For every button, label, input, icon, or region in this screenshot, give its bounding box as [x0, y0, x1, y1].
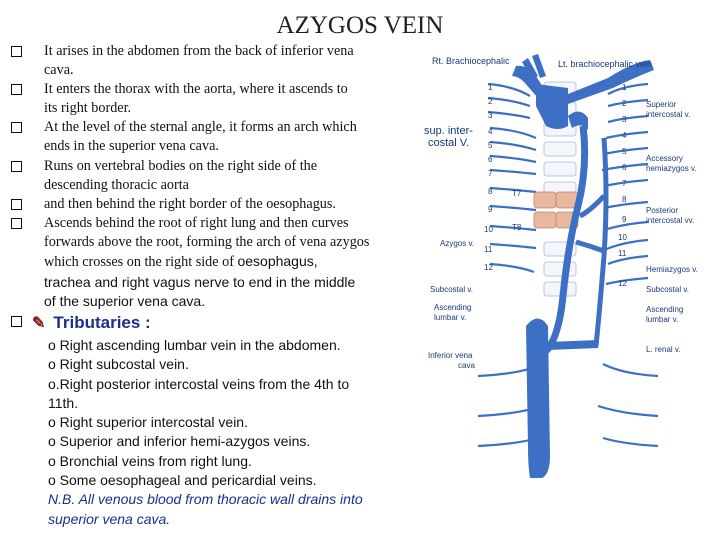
azygos-diagram: [418, 46, 718, 478]
checkbox-bullet-icon: [11, 84, 22, 95]
bullet-item: [11, 195, 421, 214]
ivc-label: cava: [458, 361, 475, 370]
superior-intercostal-label: intercostal v.: [646, 110, 691, 119]
inferior-vena-cava: [526, 319, 550, 479]
bullet-item: [11, 118, 421, 156]
rib-number: 1: [622, 83, 627, 92]
rib-number: 8: [488, 187, 493, 196]
tributaries-heading: [11, 313, 151, 333]
bullet-text: At the level of the sternal angle, it forms an arch which: [44, 119, 357, 135]
rib-number: 11: [484, 245, 493, 254]
rib-number: 7: [488, 169, 493, 178]
checkbox-bullet-icon: [11, 122, 22, 133]
accessory-hemiazygos-label: hemiazygos v.: [646, 164, 697, 173]
subcostal-right-label: Subcostal v.: [646, 285, 689, 294]
rib-number: 2: [488, 97, 493, 106]
bullet-text: which crosses on the right side of: [44, 254, 238, 271]
rib-number: 7: [622, 179, 627, 188]
checkbox-bullet-icon: [11, 199, 22, 210]
bullet-text: Ascends behind the root of right lung and then curves: [44, 215, 349, 231]
rib-number: 9: [622, 215, 627, 224]
bullet-text: ends in the superior vena cava.: [44, 138, 219, 155]
rib-number: 11: [618, 249, 627, 258]
t7-label: T7: [512, 189, 522, 198]
rib-number: 10: [484, 225, 493, 234]
bullet-text: oesophagus,: [237, 253, 318, 270]
note-text: N.B. All venous blood from thoracic wall drains into: [48, 491, 363, 508]
rib-number: 6: [488, 155, 493, 164]
tributaries-list: [48, 336, 418, 529]
bullet-text: descending thoracic aorta: [44, 177, 189, 194]
checkbox-bullet-icon: [11, 316, 22, 327]
bullet-item: [11, 157, 421, 195]
list-item: o Superior and inferior hemi-azygos veins.: [48, 433, 311, 450]
lt-brachiocephalic-label: Lt. brachiocephalic vein: [558, 59, 653, 69]
ivc-label: Inferior vena: [428, 351, 473, 360]
checkbox-bullet-icon: [11, 161, 22, 172]
rib-number: 3: [488, 111, 493, 120]
bullet-text: trachea and right vagus nerve to end in the middle: [44, 273, 356, 290]
rib-number: 8: [622, 195, 627, 204]
bullet-text: its right border.: [44, 100, 132, 117]
bullet-text: of the superior vena cava.: [44, 292, 206, 309]
rt-brachiocephalic-label: Rt. Brachiocephalic: [432, 56, 510, 66]
posterior-intercostal-label: Posterior: [646, 206, 679, 215]
ascending-lumbar-left-label: lumbar v.: [434, 313, 467, 322]
rib-number: 5: [488, 141, 493, 150]
accessory-hemiazygos-label: Accessory: [646, 154, 683, 163]
azygos-label: Azygos v.: [440, 239, 475, 248]
note-text: superior vena cava.: [48, 510, 171, 527]
rib-number: 2: [622, 99, 627, 108]
t8-label: T8: [512, 223, 522, 232]
rib-number: 9: [488, 205, 493, 214]
list-item: o.Right posterior intercostal veins from the 4th to: [48, 375, 350, 392]
list-item: o Some oesophageal and pericardial veins.: [48, 472, 317, 489]
ascending-lumbar-right-label: lumbar v.: [646, 315, 679, 324]
bullet-text: It enters the thorax with the aorta, where it ascends to: [44, 81, 348, 97]
l-renal-label: L. renal v.: [646, 345, 681, 354]
superior-intercostal-label: Superior: [646, 100, 677, 109]
rib-number: 1: [488, 83, 493, 92]
ascending-lumbar-left-label: Ascending: [434, 303, 472, 312]
bullet-text: and then behind the right border of the oesophagus.: [44, 196, 336, 212]
rib-number: 12: [484, 263, 493, 272]
page-title: AZYGOS VEIN: [276, 12, 444, 39]
rib-number: 4: [622, 131, 627, 140]
rib-number: 6: [622, 163, 627, 172]
sup-intercostal-label: costal V.: [428, 137, 470, 149]
rib-number: 10: [618, 233, 627, 242]
bullet-text: cava.: [44, 62, 74, 79]
posterior-intercostal-label: intercostal vv.: [646, 216, 695, 225]
subcostal-left-label: Subcostal v.: [430, 285, 473, 294]
list-item: o Bronchial veins from right lung.: [48, 452, 252, 469]
ascending-lumbar-right-label: Ascending: [646, 305, 684, 314]
rib-number: 4: [488, 127, 493, 136]
checkbox-bullet-icon: [11, 46, 22, 57]
checkbox-bullet-icon: [11, 218, 22, 229]
bullet-item: [11, 214, 421, 311]
hemiazygos-label: Hemiazygos v.: [646, 265, 698, 274]
list-item: 11th.: [48, 394, 79, 411]
bullet-item: [11, 80, 421, 118]
rib-number: 3: [622, 115, 627, 124]
list-item: o Right superior intercostal vein.: [48, 414, 248, 431]
tributaries-heading-text: Tributaries :: [53, 313, 151, 332]
list-item: o Right subcostal vein.: [48, 356, 189, 373]
bullet-text: It arises in the abdomen from the back of inferior vena: [44, 43, 354, 59]
bullet-text: Runs on vertebral bodies on the right side of the: [44, 158, 318, 174]
rib-number: 12: [618, 279, 627, 288]
rib-number: 5: [622, 147, 627, 156]
list-item: o Right ascending lumbar vein in the abdomen.: [48, 337, 341, 353]
bullet-item: [11, 42, 421, 80]
pointer-hand-icon: ✎: [32, 315, 46, 332]
bullet-text: forwards above the root, forming the arch of vena azygos: [44, 234, 370, 251]
sup-intercostal-label: sup. inter-: [424, 125, 473, 137]
